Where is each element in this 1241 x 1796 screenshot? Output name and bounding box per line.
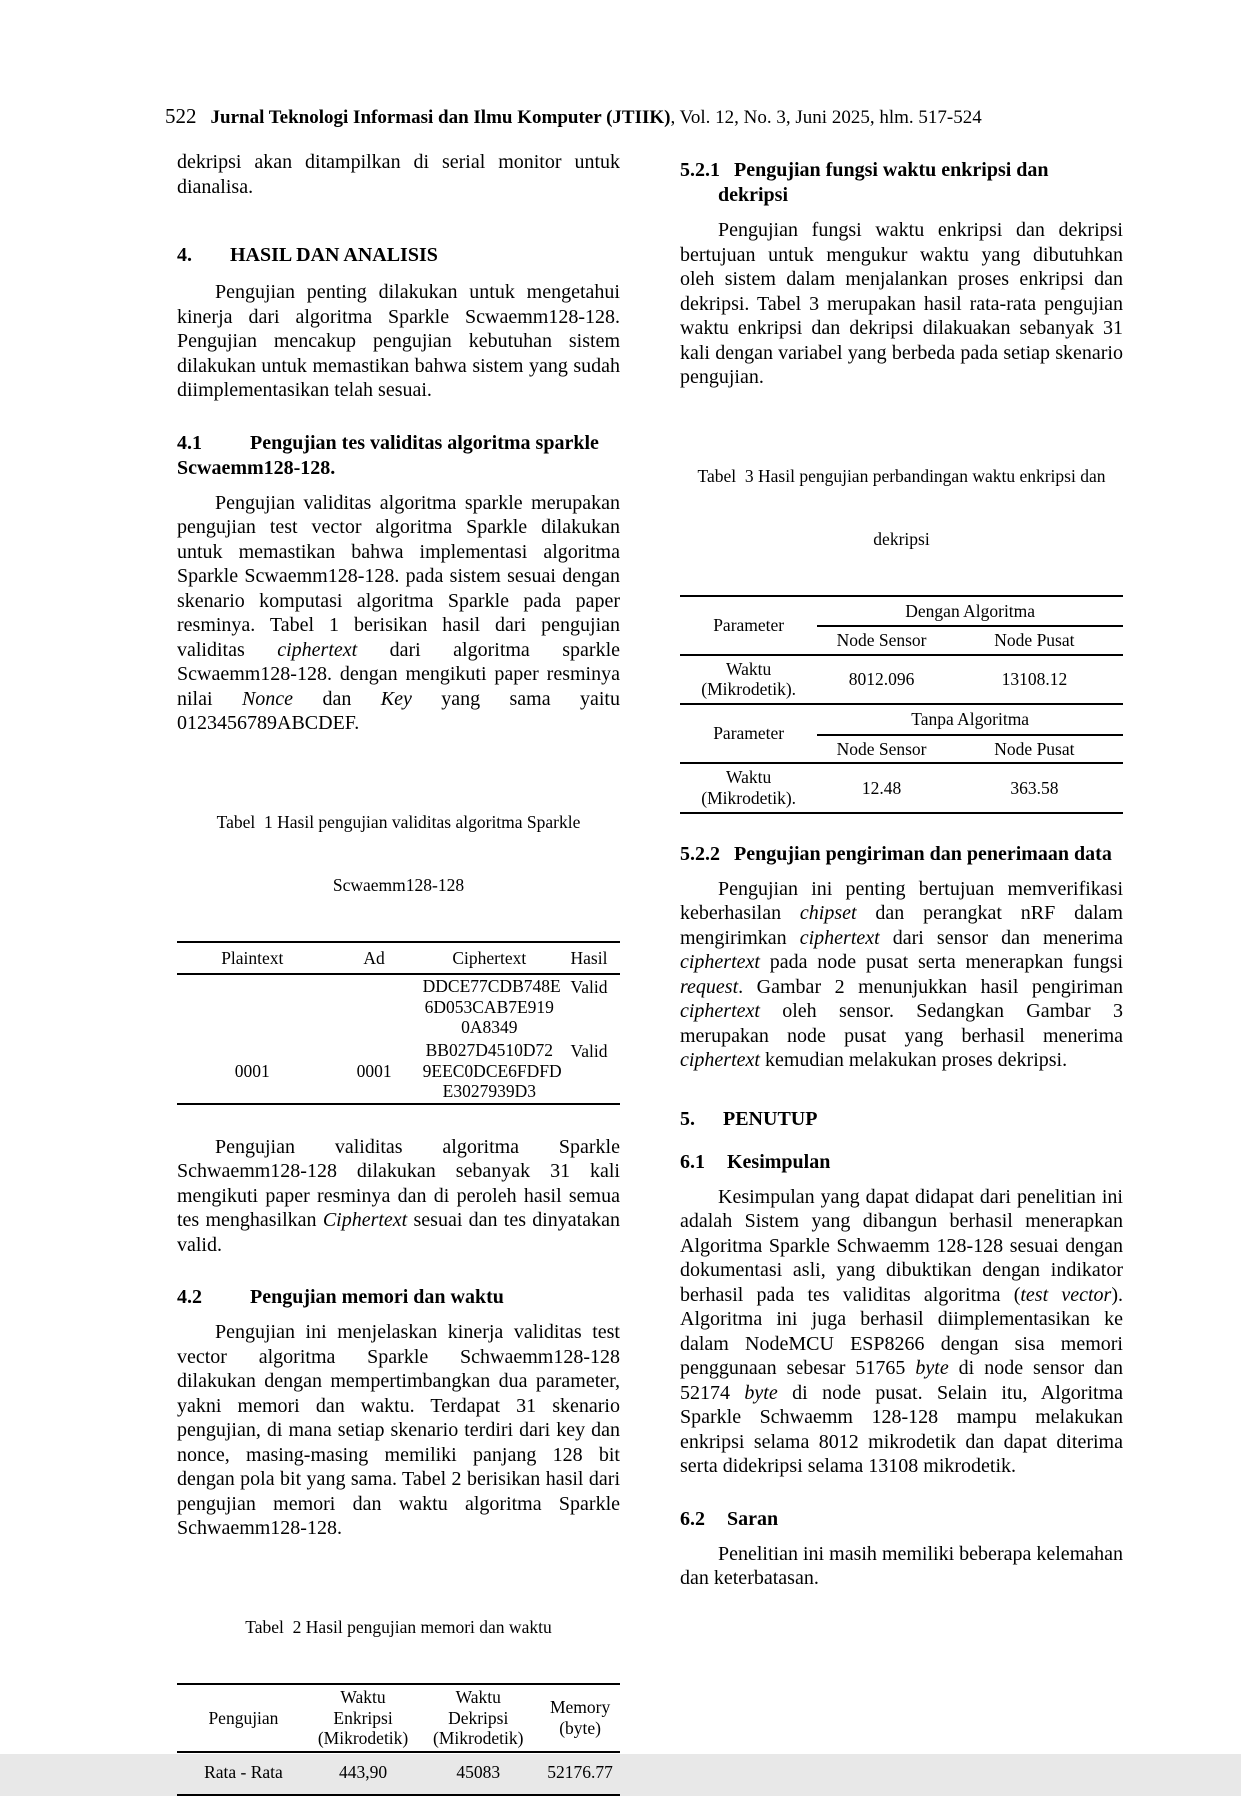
heading-title: PENUTUP xyxy=(723,1107,818,1130)
table1-hasil-validitas xyxy=(177,941,620,1105)
cell-plaintext: 0001 xyxy=(234,1060,270,1081)
journal-issue-info: , Vol. 12, No. 3, Juni 2025, hlm. 517-524 xyxy=(670,107,982,128)
cell-parameter: Parameter xyxy=(680,704,817,763)
table2-row xyxy=(177,1752,620,1795)
cell-dengan-algoritma: Dengan Algoritma xyxy=(817,596,1123,627)
left-column xyxy=(177,150,620,1796)
paragraph-validitas: Pengujian validitas algoritma sparkle merupakan pengujian test vector algoritma Sparkle dilakukan untuk memastikan bahwa implementasi algoritma Sparkle Scwaemm128-128. pada sistem sesuai dengan skenario komputasi algoritma Sparkle pada paper resminya. Tabel 1 berisikan hasil dari pengujian validitas ciphertext dari algoritma sparkle Scwaemm128-128. dengan mengikuti paper resminya nilai Nonce dan Key yang sama yaitu 0123456789ABCDEF. xyxy=(177,491,620,734)
cell-node-sensor: Node Sensor xyxy=(817,735,945,764)
heading-title: Pengujian memori dan waktu xyxy=(250,1286,504,1309)
cell-pengujian: Rata - Rata xyxy=(204,1761,283,1782)
journal-title: Jurnal Teknologi Informasi dan Ilmu Komputer (JTIIK) xyxy=(210,107,671,128)
page-number: 522 xyxy=(165,104,197,128)
paragraph-kesimpulan: Kesimpulan yang dapat didapat dari penelitian ini adalah Sistem yang dibangun berhasil menerapkan Algoritma Sparkle Schwaemm 128-128 sesuai dengan dokumentasi asli, yang dibuktikan dengan indikator berhasil pada tes validitas algoritma (test vector). Algoritma ini juga berhasil diimplementasikan ke dalam NodeMCU ESP8266 dengan sisa memori penggunaan sebesar 51765 byte di node sensor dan 52174 byte di node pusat. Selain itu, Algoritma Sparkle Schwaemm 128-128 mampu melakukan enkripsi selama 8012 mikrodetik dan dapat diterima serta didekripsi selama 13108 mikrodetik. xyxy=(680,1185,1124,1478)
heading-hasil-dan-analisis xyxy=(177,243,620,268)
paragraph-fungsi-waktu: Pengujian fungsi waktu enkripsi dan dekripsi bertujuan untuk mengukur waktu yang dibutuhkan oleh sistem dalam menjalankan proses enkripsi dan dekripsi. Tabel 3 merupakan hasil rata-rata pengujian waktu enkripsi dan dekripsi dilakuakan sebanyak 31 kali dengan variabel yang berbeda pada setiap skenario pengujian. xyxy=(680,219,1123,388)
heading-number: 4.2 xyxy=(177,1286,202,1309)
cell-node-pusat: Node Pusat xyxy=(946,735,1123,764)
running-header xyxy=(165,104,1130,129)
heading-penutup xyxy=(680,1107,1123,1132)
heading-title: Pengujian tes validitas algoritma sparkle Scwaemm128-128. xyxy=(177,431,599,479)
table3-group-row xyxy=(680,704,1123,735)
heading-title: Saran xyxy=(727,1507,779,1530)
heading-number: 5.2.2 xyxy=(680,842,720,865)
table2-col-waktu-enkripsi: Waktu Enkripsi (Mikrodetik) xyxy=(310,1684,416,1752)
heading-saran xyxy=(680,1507,1123,1532)
cell-ad xyxy=(328,974,421,1039)
heading-pengujian-fungsi-waktu xyxy=(680,158,1123,208)
heading-pengujian-validitas xyxy=(177,431,620,481)
paragraph-after-table1: Pengujian validitas algoritma Sparkle Schwaemm128-128 dilakukan sebanyak 31 kali mengikuti paper resminya dan di peroleh hasil semua tes menghasilkan Ciphertext sesuai dan tes dinyatakan valid. xyxy=(177,1135,620,1256)
table3-group-row xyxy=(680,596,1123,627)
table1-col-ad: Ad xyxy=(328,942,421,975)
table2-col-memory: Memory (byte) xyxy=(540,1684,620,1752)
heading-number: 4.1 xyxy=(177,431,202,454)
two-column-body xyxy=(177,150,1123,1796)
cell-ciphertext: BB027D4510D72 9EEC0DCE6FDFD E3027939D3 xyxy=(422,1040,562,1102)
cell-ad: 0001 xyxy=(356,1060,392,1081)
heading-number: 6.1 xyxy=(680,1150,705,1173)
heading-title: Kesimpulan xyxy=(727,1150,831,1173)
cell-hasil: Valid xyxy=(570,1041,608,1062)
table3-caption-line1: Tabel 3 Hasil pengujian perbandingan waktu enkripsi dan xyxy=(697,465,1106,486)
table1-caption-line2: Scwaemm128-128 xyxy=(332,874,465,895)
table1-col-hasil: Hasil xyxy=(558,942,620,975)
cell-plaintext xyxy=(177,974,328,1039)
cell-waktu-label: Waktu (Mikrodetik). xyxy=(680,655,817,704)
table3-perbandingan-waktu xyxy=(680,595,1123,814)
cell-value-node-pusat: 13108.12 xyxy=(946,655,1123,704)
heading-number: 5. xyxy=(680,1107,695,1130)
heading-pengujian-memori xyxy=(177,1285,620,1310)
table1-col-ciphertext: Ciphertext xyxy=(421,942,558,975)
table2-col-waktu-dekripsi: Waktu Dekripsi (Mikrodetik) xyxy=(416,1684,540,1752)
heading-kesimpulan xyxy=(680,1150,1123,1175)
table1-col-plaintext: Plaintext xyxy=(177,942,328,975)
cell-node-pusat: Node Pusat xyxy=(946,626,1123,655)
cell-ciphertext: DDCE77CDB748E 6D053CAB7E919 0A8349 xyxy=(422,976,561,1038)
paragraph-continuation: dekripsi akan ditampilkan di serial monitor untuk dianalisa. xyxy=(177,151,620,198)
table3-caption-line2: dekripsi xyxy=(873,528,930,549)
table2-memori-waktu xyxy=(177,1683,620,1796)
table1-row xyxy=(177,974,620,1039)
table2-col-pengujian: Pengujian xyxy=(177,1684,310,1752)
cell-waktu-enkripsi: 443,90 xyxy=(338,1761,388,1782)
heading-number: 6.2 xyxy=(680,1507,705,1530)
cell-waktu-dekripsi: 45083 xyxy=(456,1761,501,1782)
paragraph-hasil: Pengujian penting dilakukan untuk mengetahui kinerja dari algoritma Sparkle Scwaemm128-128. Pengujian mencakup pengujian kebutuhan sistem dilakukan untuk memastikan bahwa sistem yang sudah diimplementasikan telah sesuai. xyxy=(177,281,620,401)
table1-caption-line1: Tabel 1 Hasil pengujian validitas algoritma Sparkle xyxy=(216,811,581,832)
heading-title: HASIL DAN ANALISIS xyxy=(230,244,438,266)
heading-pengujian-pengiriman xyxy=(680,842,1123,867)
table2-caption-line1: Tabel 2 Hasil pengujian memori dan waktu xyxy=(245,1616,552,1637)
heading-title: Pengujian fungsi waktu enkripsi dan dekripsi xyxy=(718,159,1049,206)
cell-value-node-sensor: 12.48 xyxy=(861,777,902,798)
right-column xyxy=(680,150,1123,1796)
cell-waktu-label: Waktu (Mikrodetik). xyxy=(701,767,797,808)
heading-title: Pengujian pengiriman dan penerimaan data xyxy=(734,842,1112,865)
table3-caption xyxy=(680,424,1123,592)
table1-header-row xyxy=(177,942,620,975)
table1-row xyxy=(177,1039,620,1104)
paragraph-pengiriman: Pengujian ini penting bertujuan memverifikasi keberhasilan chipset dan perangkat nRF dalam mengirimkan ciphertext dari sensor dan menerima ciphertext pada node pusat serta menerapkan fungsi request. Gambar 2 menunjukkan hasil pengiriman ciphertext oleh sensor. Sedangkan Gambar 3 merupakan node pusat yang berhasil menerima ciphertext kemudian melakukan proses dekripsi. xyxy=(680,877,1123,1072)
table3-data-row xyxy=(680,655,1123,704)
heading-number: 4. xyxy=(177,244,192,266)
heading-number: 5.2.1 xyxy=(680,159,720,181)
paragraph-memori: Pengujian ini menjelaskan kinerja validitas test vector algoritma Sparkle Schwaemm128-128 dilakukan dengan mempertimbangkan dua parameter, yakni memori dan waktu. Terdapat 31 skenario pengujian, di mana setiap skenario terdiri dari key dan nonce, masing-masing memiliki panjang 128 bit dengan pola bit yang sama. Tabel 2 berisikan hasil dari pengujian memori dan waktu algoritma Sparkle Schwaemm128-128. xyxy=(177,1321,620,1540)
cell-value-node-pusat: 363.58 xyxy=(1010,777,1059,798)
table2-header-row xyxy=(177,1684,620,1752)
paragraph-saran: Penelitian ini masih memiliki beberapa kelemahan dan keterbatasan. xyxy=(680,1542,1123,1590)
table2-caption xyxy=(177,1575,620,1680)
cell-memory: 52176.77 xyxy=(547,1761,613,1782)
cell-hasil: Valid xyxy=(570,977,608,998)
table3-data-row xyxy=(680,763,1123,812)
cell-parameter: Parameter xyxy=(680,596,817,655)
cell-value-node-sensor: 8012.096 xyxy=(817,655,945,704)
cell-tanpa-algoritma: Tanpa Algoritma xyxy=(817,704,1123,735)
cell-node-sensor: Node Sensor xyxy=(817,626,945,655)
table1-caption xyxy=(177,770,620,938)
